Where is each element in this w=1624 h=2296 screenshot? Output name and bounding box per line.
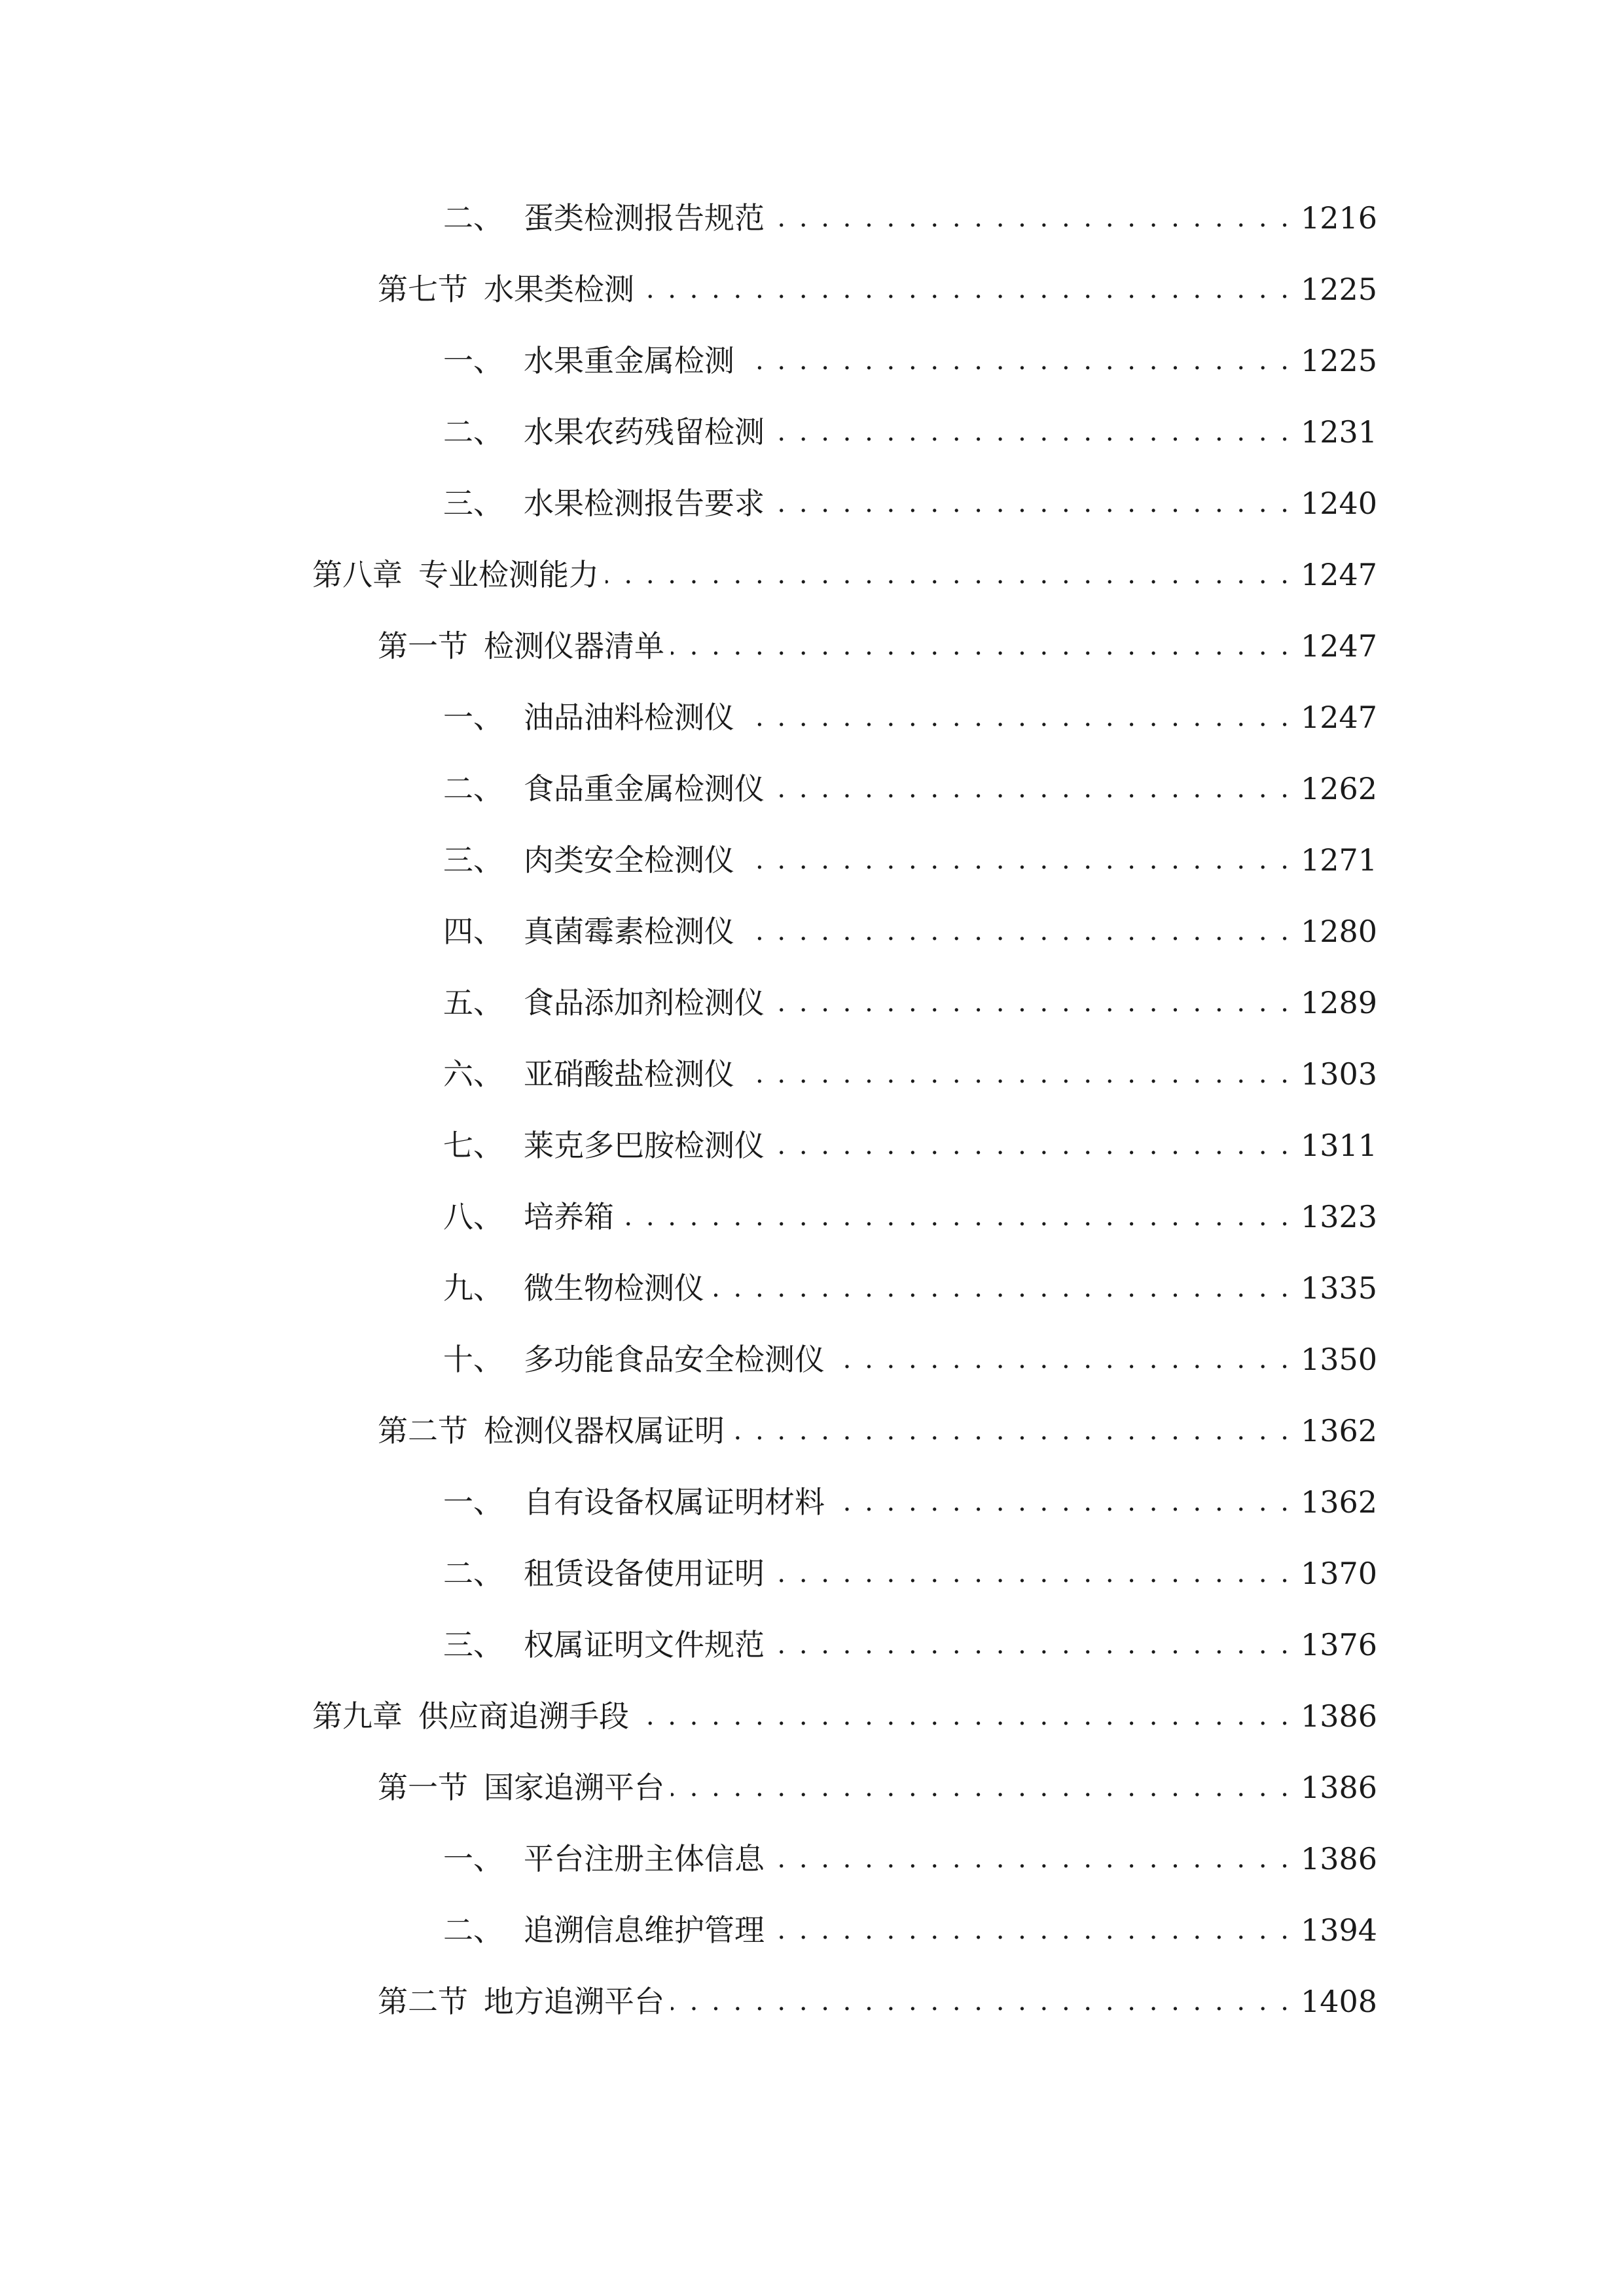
toc-entry[interactable] (443, 1119, 1378, 1172)
toc-entry-title: 权属证明文件规范 (524, 1627, 765, 1662)
dot-leader (771, 977, 1291, 1029)
toc-entry[interactable] (443, 1904, 1378, 1956)
toc-entry-number: 一、 (443, 343, 503, 378)
toc-entry[interactable] (378, 1405, 1378, 1457)
dot-leader (771, 1547, 1291, 1600)
dot-leader (771, 1833, 1291, 1885)
toc-entry-page: 1370 (1301, 1556, 1378, 1591)
toc-entry[interactable] (312, 1690, 1378, 1742)
dot-leader (641, 263, 1291, 315)
toc-entry[interactable] (378, 263, 1378, 315)
toc-entry-page: 1394 (1301, 1912, 1378, 1948)
dot-leader (771, 477, 1291, 529)
toc-entry[interactable] (312, 548, 1378, 601)
toc-entry-title: 真菌霉素检测仪 (524, 914, 734, 949)
toc-entry[interactable] (443, 1048, 1378, 1100)
toc-entry[interactable] (443, 1476, 1378, 1528)
dot-leader (636, 1690, 1291, 1742)
toc-entry-number: 二、 (443, 200, 503, 236)
dot-leader (741, 691, 1291, 744)
toc-entry-number: 二、 (443, 1912, 503, 1948)
toc-entry-number: 三、 (443, 486, 503, 521)
dot-leader (671, 1761, 1291, 1814)
toc-entry-number: 九、 (443, 1270, 503, 1306)
dot-leader (605, 548, 1291, 601)
toc-entry[interactable] (378, 620, 1378, 672)
toc-entry[interactable] (443, 1833, 1378, 1885)
toc-entry-title: 检测仪器清单 (484, 628, 664, 664)
toc-entry-page: 1386 (1301, 1841, 1378, 1876)
toc-entry[interactable] (443, 406, 1378, 458)
toc-entry-page: 1225 (1301, 272, 1378, 307)
toc-entry-page: 1350 (1301, 1342, 1378, 1377)
toc-entry-title: 培养箱 (524, 1199, 614, 1234)
toc-entry-title: 水果类检测 (484, 272, 634, 307)
toc-entry-number: 七、 (443, 1128, 503, 1163)
dot-leader (831, 1333, 1291, 1386)
toc-entry-page: 1362 (1301, 1484, 1378, 1520)
toc-entry-number: 三、 (443, 1627, 503, 1662)
toc-entry-number: 一、 (443, 1484, 503, 1520)
toc-entry-number: 二、 (443, 1556, 503, 1591)
toc-entry-number: 一、 (443, 700, 503, 735)
toc-entry-page: 1376 (1301, 1627, 1378, 1662)
dot-leader (741, 834, 1291, 886)
toc-entry-page: 1386 (1301, 1770, 1378, 1805)
dot-leader (771, 762, 1291, 815)
toc-entry[interactable] (443, 1619, 1378, 1671)
dot-leader (741, 334, 1291, 387)
dot-leader (831, 1476, 1291, 1528)
toc-entry[interactable] (443, 1333, 1378, 1386)
toc-entry[interactable] (443, 691, 1378, 744)
toc-entry-number: 八、 (443, 1199, 503, 1234)
toc-entry[interactable] (443, 905, 1378, 958)
toc-entry-title: 专业检测能力 (418, 557, 599, 592)
toc-entry-number: 第二节 (378, 1984, 468, 2019)
toc-entry[interactable] (443, 334, 1378, 387)
toc-entry-page: 1280 (1301, 914, 1378, 949)
toc-entry-title: 食品添加剂检测仪 (524, 985, 765, 1020)
toc-entry-page: 1335 (1301, 1270, 1378, 1306)
dot-leader (771, 1619, 1291, 1671)
toc-entry-title: 水果农药残留检测 (524, 414, 765, 450)
toc-entry-number: 第八章 (312, 557, 403, 592)
dot-leader (771, 192, 1291, 244)
toc-entry-number: 二、 (443, 771, 503, 806)
toc-entry-page: 1271 (1301, 842, 1378, 878)
toc-entry-page: 1303 (1301, 1056, 1378, 1092)
toc-entry[interactable] (443, 762, 1378, 815)
toc-entry-page: 1247 (1301, 557, 1378, 592)
toc-entry-number: 三、 (443, 842, 503, 878)
toc-entry-title: 供应商追溯手段 (418, 1698, 629, 1734)
toc-entry[interactable] (443, 1547, 1378, 1600)
toc-entry-number: 五、 (443, 985, 503, 1020)
toc-entry-title: 水果重金属检测 (524, 343, 734, 378)
toc-entry-page: 1311 (1301, 1128, 1378, 1163)
toc-entry-title: 肉类安全检测仪 (524, 842, 734, 878)
toc-entry-number: 二、 (443, 414, 503, 450)
toc-entry-title: 地方追溯平台 (484, 1984, 664, 2019)
toc-entry-page: 1386 (1301, 1698, 1378, 1734)
dot-leader (771, 1119, 1291, 1172)
toc-entry-page: 1247 (1301, 628, 1378, 664)
toc-entry[interactable] (378, 1761, 1378, 1814)
dot-leader (731, 1405, 1291, 1457)
toc-entry-number: 第二节 (378, 1413, 468, 1448)
dot-leader (711, 1262, 1291, 1314)
toc-entry[interactable] (443, 192, 1378, 244)
dot-leader (771, 1904, 1291, 1956)
toc-entry-title: 国家追溯平台 (484, 1770, 664, 1805)
toc-entry-page: 1362 (1301, 1413, 1378, 1448)
toc-entry-page: 1408 (1301, 1984, 1378, 2019)
toc-entry-page: 1262 (1301, 771, 1378, 806)
toc-entry[interactable] (443, 1191, 1378, 1243)
toc-entry[interactable] (443, 1262, 1378, 1314)
toc-entry-page: 1216 (1301, 200, 1378, 236)
toc-entry-number: 第一节 (378, 1770, 468, 1805)
toc-entry-page: 1225 (1301, 343, 1378, 378)
toc-entry-title: 水果检测报告要求 (524, 486, 765, 521)
toc-entry-title: 微生物检测仪 (524, 1270, 704, 1306)
toc-entry-title: 食品重金属检测仪 (524, 771, 765, 806)
dot-leader (671, 620, 1291, 672)
toc-entry-number: 第一节 (378, 628, 468, 664)
toc-entry-number: 六、 (443, 1056, 503, 1092)
toc-entry-title: 平台注册主体信息 (524, 1841, 765, 1876)
toc-entry-number: 十、 (443, 1342, 503, 1377)
toc-entry-title: 租赁设备使用证明 (524, 1556, 765, 1591)
toc-entry-title: 自有设备权属证明材料 (524, 1484, 825, 1520)
toc-entry-number: 第九章 (312, 1698, 403, 1734)
toc-entry-page: 1247 (1301, 700, 1378, 735)
dot-leader (671, 1975, 1291, 2028)
toc-entry-page: 1231 (1301, 414, 1378, 450)
toc-entry-page: 1323 (1301, 1199, 1378, 1234)
toc-entry[interactable] (443, 977, 1378, 1029)
toc-entry-title: 油品油料检测仪 (524, 700, 734, 735)
toc-entry-title: 检测仪器权属证明 (484, 1413, 725, 1448)
toc-entry-number: 四、 (443, 914, 503, 949)
toc-entry[interactable] (378, 1975, 1378, 2028)
toc-entry-title: 莱克多巴胺检测仪 (524, 1128, 765, 1163)
toc-entry-page: 1240 (1301, 486, 1378, 521)
dot-leader (741, 905, 1291, 958)
toc-entry-title: 追溯信息维护管理 (524, 1912, 765, 1948)
toc-entry-number: 一、 (443, 1841, 503, 1876)
toc-entry[interactable] (443, 477, 1378, 529)
toc-entry-title: 蛋类检测报告规范 (524, 200, 765, 236)
toc-entry-page: 1289 (1301, 985, 1378, 1020)
toc-entry-title: 多功能食品安全检测仪 (524, 1342, 825, 1377)
toc-entry-title: 亚硝酸盐检测仪 (524, 1056, 734, 1092)
toc-entry[interactable] (443, 834, 1378, 886)
dot-leader (621, 1191, 1291, 1243)
toc-entry-number: 第七节 (378, 272, 468, 307)
dot-leader (741, 1048, 1291, 1100)
dot-leader (771, 406, 1291, 458)
